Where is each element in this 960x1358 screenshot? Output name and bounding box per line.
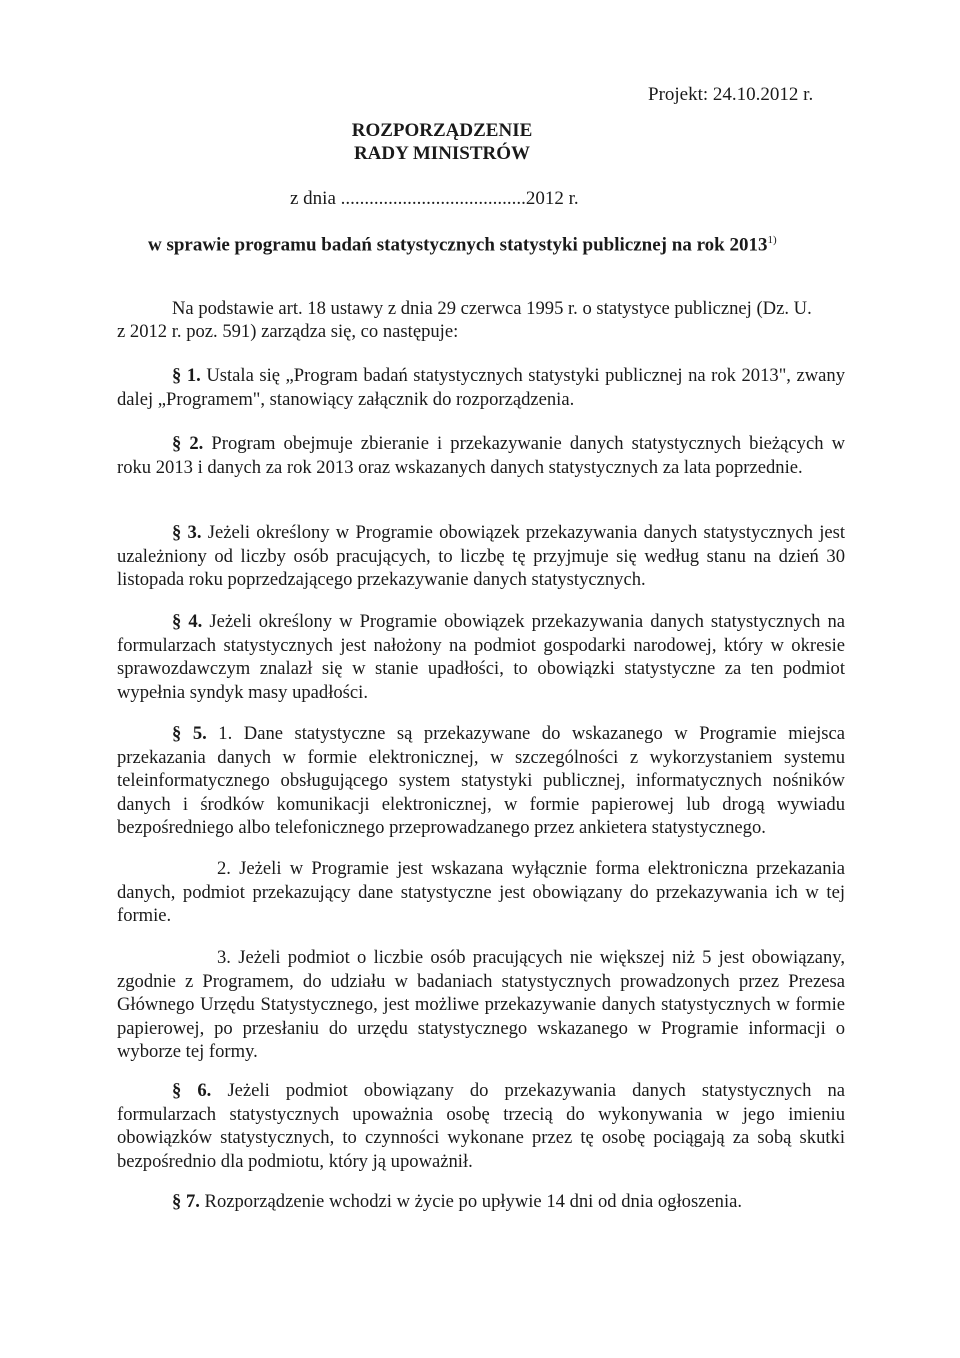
section-text: Ustala się „Program badań statystycznych statystyki publicznej na rok 2013", zwany dalej „Programem", stanowiący załącznik do rozporządzenia. (117, 365, 845, 410)
section-mark: § 3. (172, 522, 202, 543)
section-mark: § 5. (172, 723, 207, 744)
section-text: Jeżeli podmiot obowiązany do przekazywania danych statystycznych na formularzach statystycznych upoważnia osobę trzecią do wykonywania w jego imieniu obowiązków statystycznych, to czynności wykonane przez tę osobę pociągają za sobą skutki bezpośrednio dla podmiotu, który ją upoważnił. (117, 1080, 845, 1172)
section-4 (117, 610, 845, 704)
document-title-line1: ROZPORZĄDZENIE (351, 120, 533, 141)
section-text: Jeżeli określony w Programie obowiązek przekazywania danych statystycznych na formularzach statystycznych jest nałożony na podmiot gospodarki narodowej, który w okresie sprawozdawczym znalazł się w stanie upadłości, to obowiązki statystyczne za ten podmiot wypełnia syndyk masy upadłości. (117, 611, 845, 703)
section-mark: § 1. (172, 365, 201, 386)
document-title-line2: RADY MINISTRÓW (353, 143, 531, 164)
section-mark: § 4. (172, 611, 203, 632)
legal-basis-line2: z 2012 r. poz. 591) zarządza się, co następuje: (117, 321, 459, 342)
section-3 (117, 521, 845, 592)
section-mark: § 7. (172, 1191, 200, 1212)
section-2 (117, 432, 845, 479)
section-mark: § 6. (172, 1080, 212, 1101)
section-text: Program obejmuje zbieranie i przekazywanie danych statystycznych bieżących w roku 2013 i danych za rok 2013 oraz wskazanych danych statystycznych za lata poprzednie. (117, 433, 846, 478)
section-text: 2. Jeżeli w Programie jest wskazana wyłącznie forma elektroniczna przekazania danych, podmiot przekazujący dane statystyczne jest obowiązany do przekazywania ich w tej formie. (117, 858, 845, 926)
subject-text: w sprawie programu badań statystycznych statystyki publicznej na rok 2013 (148, 234, 768, 256)
section-mark: § 2. (172, 433, 204, 454)
legal-basis-line1: Na podstawie art. 18 ustawy z dnia 29 czerwca 1995 r. o statystyce publicznej (Dz. U. (172, 298, 812, 319)
draft-date: Projekt: 24.10.2012 r. (648, 84, 814, 105)
section-5-point-1 (117, 722, 845, 840)
section-text: 3. Jeżeli podmiot o liczbie osób pracujących nie większej niż 5 jest obowiązany, zgodnie z Programem, do udziału w badaniach statystycznych prowadzonych przez Prezesa Głównego Urzędu Statystycznego, jest możliwe przekazywanie danych statystycznych w formie papierowej, po przesłaniu do urzędu statystycznego wskazanego w Programie informacji o wyborze tej formy. (117, 947, 845, 1062)
section-6 (117, 1079, 845, 1173)
section-7 (117, 1190, 845, 1214)
section-text: 1. Dane statystyczne są przekazywane do wskazanego w Programie miejsca przekazania danych w formie elektronicznej, w szczególności z wykorzystaniem systemu teleinformatycznego obsługującego system statystyki publicznej, informatycznych nośników danych i środków komunikacji elektronicznej, w formie papierowej lub drogą wywiadu bezpośredniego albo telefonicznego przeprowadzanego przez ankietera statystycznego. (117, 723, 845, 838)
document-subject (148, 234, 777, 256)
issue-date-line: z dnia .......................................2012 r. (290, 188, 579, 209)
section-5-point-3 (117, 946, 845, 1064)
footnote-mark: 1) (767, 234, 777, 246)
section-5-point-2 (117, 857, 845, 928)
section-text: Jeżeli określony w Programie obowiązek przekazywania danych statystycznych jest uzależniony od liczby osób pracujących, to liczbę tę przyjmuje się według stanu na dzień 30 listopada roku poprzedzającego przekazywanie danych statystycznych. (117, 522, 846, 590)
section-text: Rozporządzenie wchodzi w życie po upływie 14 dni od dnia ogłoszenia. (204, 1191, 743, 1212)
section-1 (117, 364, 845, 411)
